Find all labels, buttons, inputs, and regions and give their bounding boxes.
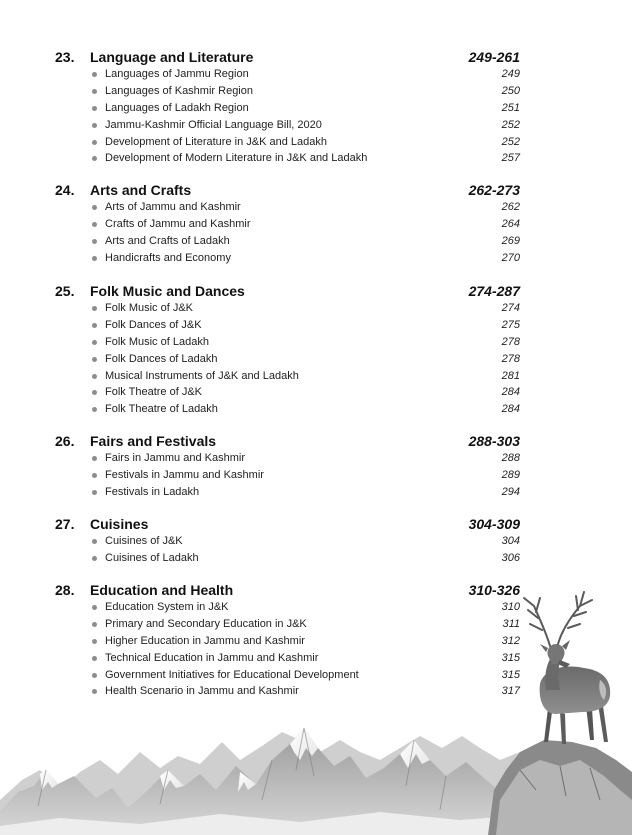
- topic-label: Languages of Jammu Region: [105, 68, 249, 80]
- topic-page: 315: [501, 651, 520, 664]
- topic-page: 281: [501, 369, 520, 382]
- chapter-page-range: 288-303: [468, 433, 520, 449]
- chapter-number: 28.: [55, 582, 75, 598]
- topic-page: 312: [501, 634, 520, 647]
- topic-page: 250: [501, 84, 520, 97]
- topic-label: Musical Instruments of J&K and Ladakh: [105, 369, 299, 382]
- topic-page: 262: [501, 201, 520, 213]
- topic-page: 257: [501, 152, 520, 165]
- topic-page: 311: [502, 617, 520, 630]
- topic-page: 284: [501, 403, 520, 416]
- topic-label: Festivals in Ladakh: [105, 485, 200, 498]
- topic-page: 251: [501, 101, 520, 114]
- chapter-number: 26.: [55, 433, 75, 449]
- topic-page: 252: [501, 118, 520, 131]
- topic-page: 252: [501, 135, 520, 148]
- topic-page: 278: [501, 352, 520, 365]
- topic-page: 270: [501, 251, 520, 264]
- chapter-title: Folk Music and Dances: [90, 283, 245, 299]
- topic-label: Folk Music of J&K: [105, 302, 194, 314]
- topic-page: 274: [501, 302, 520, 314]
- topic-page: 249: [501, 68, 520, 80]
- chapter-page-range: 262-273: [468, 182, 520, 198]
- topic-page: 284: [501, 386, 520, 399]
- chapter-title: Arts and Crafts: [90, 182, 192, 198]
- topic-label: Primary and Secondary Education in J&K: [105, 617, 307, 630]
- topic-label: Development of Modern Literature in J&K and Ladakh: [105, 152, 368, 165]
- chapter-page-range: 310-326: [468, 582, 520, 598]
- topic-page: 269: [501, 234, 520, 247]
- chapter-title: Language and Literature: [90, 49, 254, 65]
- topic-page: 275: [501, 318, 520, 331]
- chapter-page-range: 304-309: [468, 516, 520, 532]
- topic-label: Folk Theatre of J&K: [105, 386, 203, 399]
- topic-page: 304: [501, 535, 520, 547]
- topic-label: Development of Literature in J&K and Ladakh: [105, 135, 327, 148]
- topic-label: Folk Dances of Ladakh: [105, 352, 218, 365]
- topic-page: 278: [501, 335, 520, 348]
- topic-label: Festivals in Jammu and Kashmir: [105, 468, 264, 481]
- topic-label: Crafts of Jammu and Kashmir: [105, 217, 251, 230]
- topic-label: Arts of Jammu and Kashmir: [105, 201, 241, 213]
- topic-page: 288: [501, 452, 520, 464]
- topic-label: Folk Theatre of Ladakh: [105, 403, 218, 416]
- topic-label: Cuisines of Ladakh: [105, 551, 199, 564]
- chapter-number: 25.: [55, 283, 75, 299]
- topic-label: Jammu-Kashmir Official Language Bill, 2020: [105, 118, 322, 131]
- chapter-number: 23.: [55, 49, 75, 65]
- topic-page: 317: [501, 685, 520, 698]
- chapter-title: Fairs and Festivals: [90, 433, 217, 449]
- topic-label: Higher Education in Jammu and Kashmir: [105, 634, 305, 647]
- topic-page: 306: [501, 551, 520, 564]
- topic-label: Fairs in Jammu and Kashmir: [105, 452, 245, 464]
- hangul-stag-icon: [488, 592, 632, 835]
- topic-label: Cuisines of J&K: [105, 535, 183, 547]
- topic-page: 310: [501, 601, 520, 613]
- topic-label: Folk Dances of J&K: [105, 318, 202, 331]
- topic-label: Languages of Ladakh Region: [105, 101, 249, 114]
- topic-label: Technical Education in Jammu and Kashmir: [105, 651, 319, 664]
- chapter-title: Cuisines: [90, 516, 149, 532]
- topic-label: Folk Music of Ladakh: [105, 335, 209, 348]
- topic-label: Arts and Crafts of Ladakh: [105, 234, 230, 247]
- topic-label: Education System in J&K: [105, 601, 229, 613]
- topic-page: 294: [501, 485, 520, 498]
- topic-page: 315: [501, 668, 520, 681]
- chapter-page-range: 274-287: [468, 283, 520, 299]
- chapter-number: 24.: [55, 182, 75, 198]
- topic-label: Languages of Kashmir Region: [105, 84, 253, 97]
- chapter-page-range: 249-261: [468, 49, 520, 65]
- chapter-number: 27.: [55, 516, 75, 532]
- topic-page: 289: [501, 468, 520, 481]
- topic-label: Health Scenario in Jammu and Kashmir: [105, 685, 299, 698]
- topic-label: Handicrafts and Economy: [105, 251, 231, 264]
- topic-page: 264: [501, 217, 520, 230]
- chapter-title: Education and Health: [90, 582, 234, 598]
- topic-label: Government Initiatives for Educational Development: [105, 668, 359, 681]
